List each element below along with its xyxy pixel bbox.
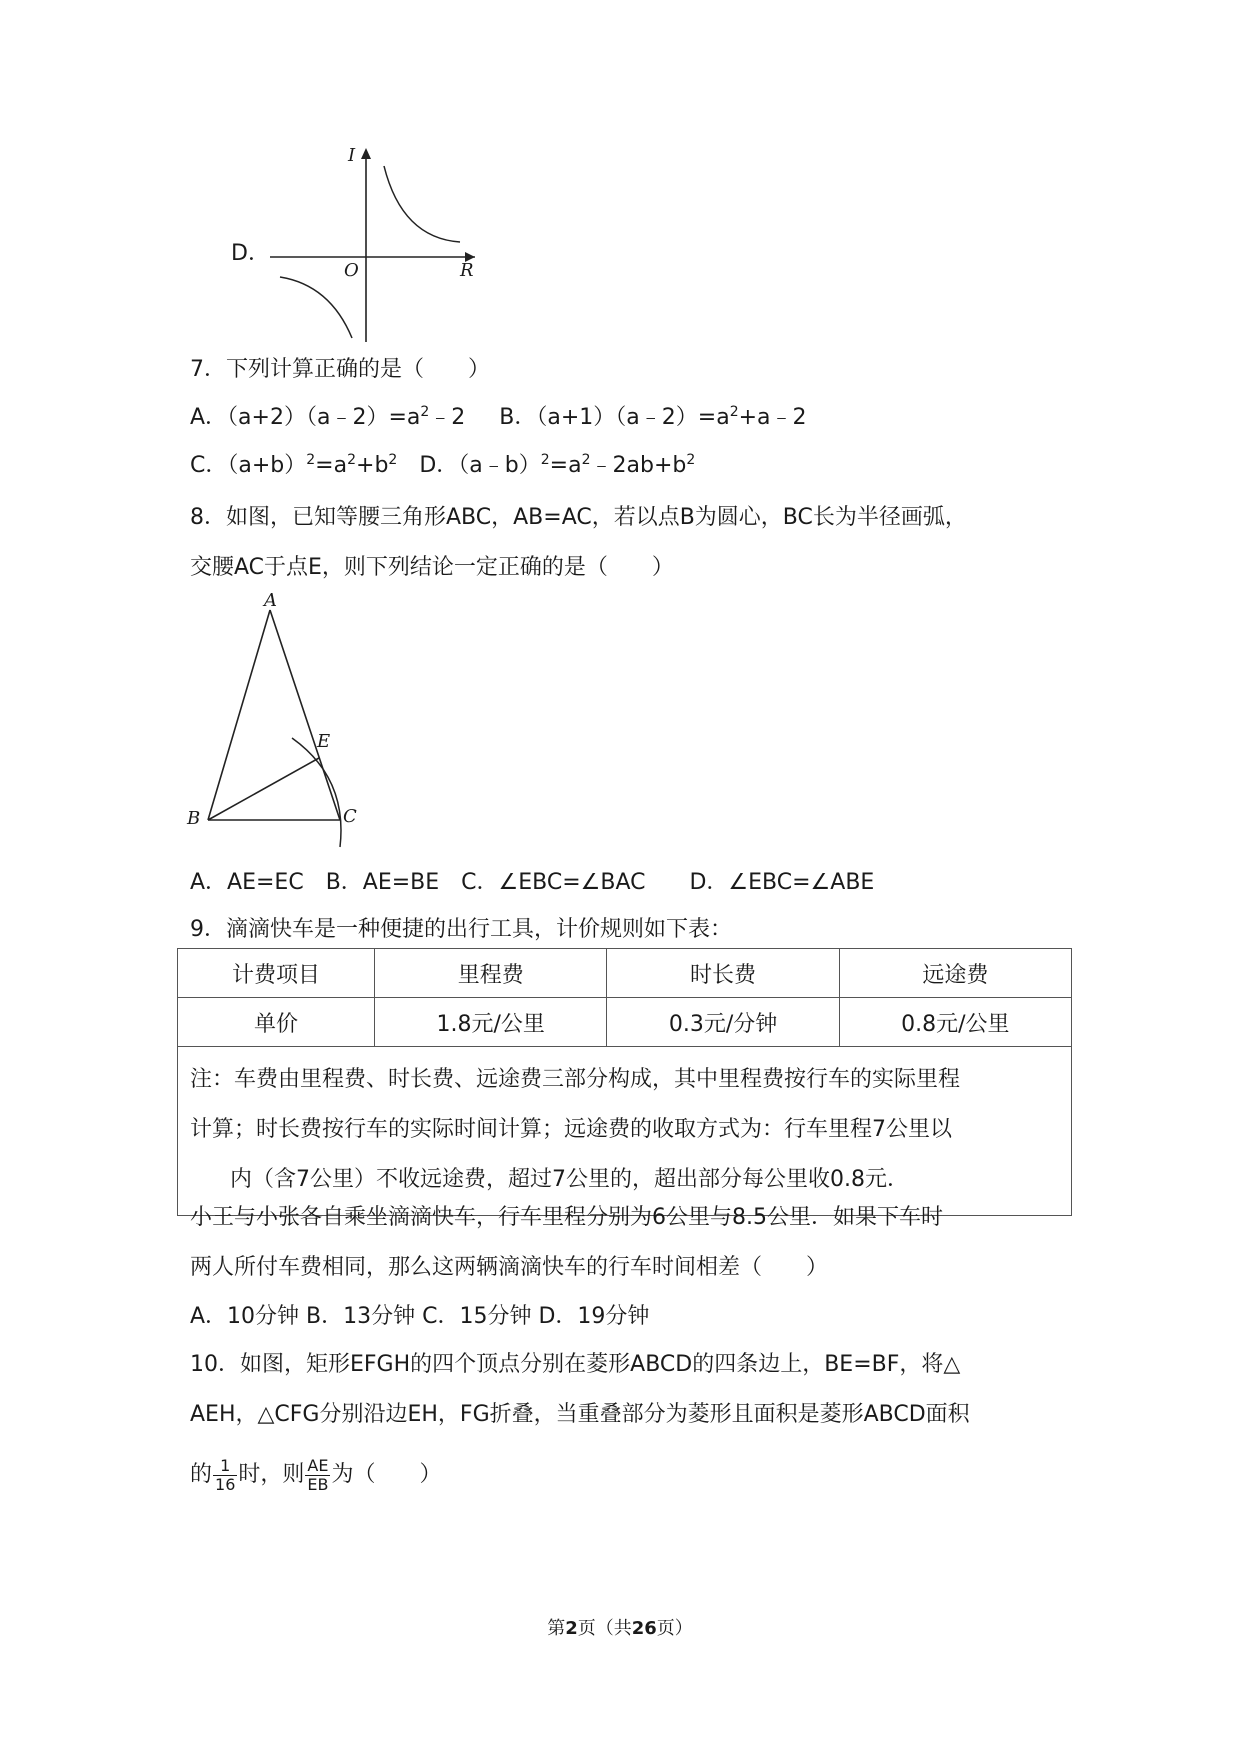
fraction-one-sixteenth: $\frac{1}{16}$ (215, 1455, 236, 1494)
table-cell: 单价 (178, 998, 375, 1047)
q10-stem-line-2: AEH，△CFG分别沿边EH，FG折叠，当重叠部分为菱形且面积是菱形ABCD面积 (190, 1402, 970, 1427)
label-a: A (264, 590, 277, 611)
q7-options-ab: A．$(a+2)(a﹣2)=a^2﹣2$ B．$(a+1)(a﹣2)=a^2+a﹣2$ (190, 404, 807, 430)
q10-stem-line-3: 的 $\frac{1}{16}$ 时，则 $\frac{AE}{EB}$ 为（ ） (190, 1455, 442, 1494)
q8-options: A．AE=EC B．AE=BE C．∠EBC=∠BAC D．∠EBC=∠ABE (190, 870, 875, 895)
table-header-cell: 计费项目 (178, 949, 375, 998)
fraction-ae-eb: $\frac{AE}{EB}$ (307, 1455, 329, 1494)
curve-branch-2 (280, 277, 352, 338)
table-cell: 0.8元/公里 (839, 998, 1071, 1047)
q9-after-line-1: 小王与小张各自乘坐滴滴快车，行车里程分别为6公里与8.5公里．如果下车时 (190, 1205, 943, 1230)
q10-stem-line-1: 10．如图，矩形EFGH的四个顶点分别在菱形ABCD的四条边上，BE=BF，将△ (190, 1352, 961, 1377)
table-row (178, 949, 1072, 998)
table-row (178, 1047, 1072, 1216)
side-ab (208, 610, 270, 820)
page-footer: 第2页（共26页） (547, 1618, 693, 1639)
table-header-cell: 里程费 (375, 949, 607, 998)
q9-stem: 9．滴滴快车是一种便捷的出行工具，计价规则如下表： (190, 917, 732, 942)
curve-branch-1 (384, 166, 460, 242)
origin-label: O (344, 260, 359, 281)
table-cell: 0.3元/分钟 (607, 998, 839, 1047)
segment-be (208, 758, 319, 820)
table-header-cell: 远途费 (839, 949, 1071, 998)
table-note-cell (178, 1047, 1072, 1216)
table-note-line: 计算；时长费按行车的实际时间计算；远途费的收取方式为：行车里程7公里以 (190, 1117, 952, 1142)
table-note-line: 注：车费由里程费、时长费、远途费三部分构成，其中里程费按行车的实际里程 (190, 1067, 961, 1092)
axis-x-label: R (460, 260, 474, 281)
axis-y-label: I (348, 145, 356, 166)
fee-table (177, 948, 1072, 1216)
label-c: C (343, 806, 357, 827)
label-e: E (317, 731, 331, 752)
q9-options: A．10分钟 B．13分钟 C．15分钟 D．19分钟 (190, 1304, 650, 1329)
hyperbola-graph (260, 140, 490, 345)
table-note-line: 内（含7公里）不收远途费，超过7公里的，超出部分每公里收0.8元． (230, 1167, 909, 1192)
q7-options-cd: C．$(a+b)^2=a^2+b^2$ D．$(a﹣b)^2=a^2﹣2ab+b^2$ (190, 452, 696, 478)
label-b: B (187, 808, 201, 829)
q9-after-line-2: 两人所付车费相同，那么这两辆滴滴快车的行车时间相差（ ） (190, 1255, 829, 1280)
graph-option-label: D． (231, 241, 270, 266)
side-ac (270, 610, 340, 820)
q7-stem: 7．下列计算正确的是（ ） (190, 357, 490, 382)
q8-stem-line-1: 8．如图，已知等腰三角形ABC，AB=AC，若以点B为圆心，BC长为半径画弧， (190, 505, 967, 530)
y-axis-arrow (361, 148, 371, 159)
table-row (178, 998, 1072, 1047)
arc-center-b (292, 738, 341, 847)
table-header-cell: 时长费 (607, 949, 839, 998)
q8-stem-line-2: 交腰AC于点E，则下列结论一定正确的是（ ） (190, 555, 674, 580)
table-cell: 1.8元/公里 (375, 998, 607, 1047)
